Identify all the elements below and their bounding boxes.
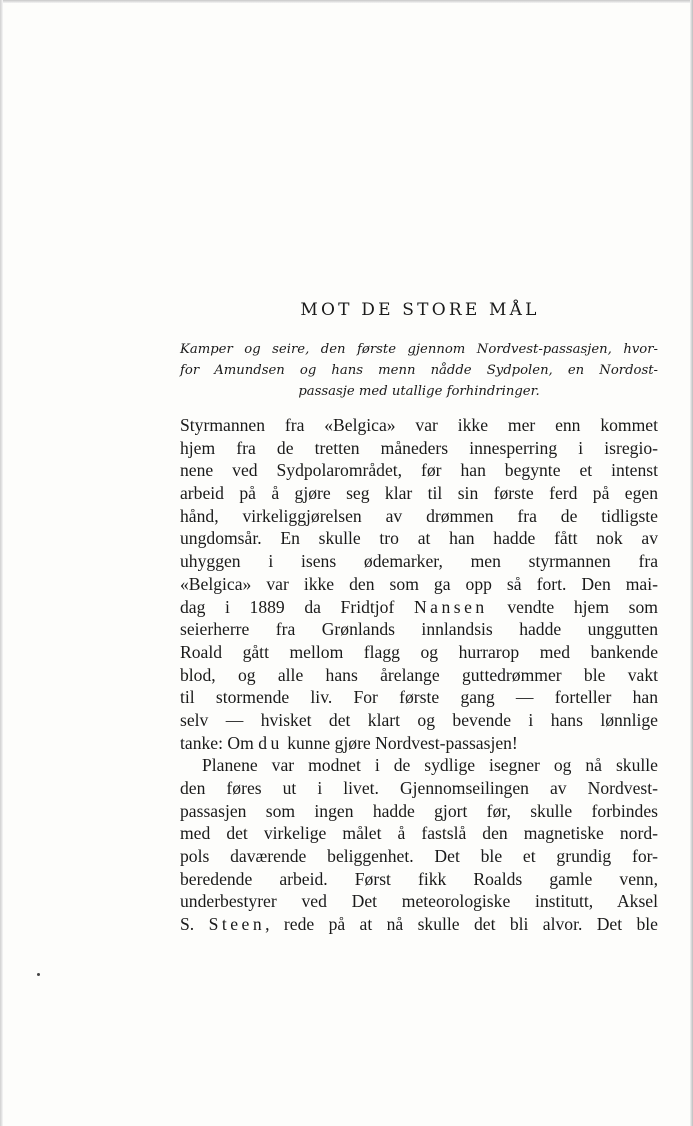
body-line: uhyggen i isens ødemarker, men styrmannen fra — [180, 551, 658, 572]
body-fragment: , rede på at nå skulle det bli alvor. Det ble — [265, 914, 658, 935]
body-line — [180, 732, 658, 755]
body-fragment: S. — [180, 914, 195, 935]
chapter-subtitle — [180, 339, 658, 402]
body-line: passasjen som ingen hadde gjort før, skulle forbindes — [180, 800, 658, 821]
body-line: Styrmannen fra «Belgica» var ikke mer enn kommet — [180, 415, 658, 435]
subtitle-line: for Amundsen og hans menn nådde Sydpolen, en Nordost- — [180, 363, 658, 378]
body-line: hånd, virkeliggjørelsen av drømmen fra de tidligste — [180, 505, 658, 526]
spaced-name-nansen: Nansen — [413, 596, 488, 617]
body-line: nene ved Sydpolarområdet, før han begynte et intenst — [180, 460, 658, 481]
spaced-word-du: du — [258, 732, 283, 753]
body-line: Planene var modnet i de sydlige isegner og nå skulle — [202, 755, 658, 776]
body-line: underbestyrer ved Det meteorologiske institutt, Aksel — [180, 891, 658, 912]
spaced-name-steen: Steen — [208, 914, 266, 935]
body-line — [180, 913, 658, 936]
body-line: pols daværende beliggenhet. Det ble et grundig for- — [180, 846, 658, 867]
body-fragment: vendte hjem som — [507, 596, 658, 617]
body-line: selv — hvisket det klart og bevende i hans lønnlige — [180, 709, 658, 730]
body-line: til stormende liv. For første gang — forteller han — [180, 687, 658, 708]
body-line: «Belgica» var ikke den som ga opp så fort. Den mai- — [180, 573, 658, 594]
subtitle-line: passasje med utallige forhindringer. — [298, 384, 540, 399]
body-line: ungdomsår. En skulle tro at han hadde fått nok av — [180, 528, 658, 549]
body-line: seierherre fra Grønlands innlandsis hadde unggutten — [180, 619, 658, 640]
body-line: den føres ut i livet. Gjennomseilingen av Nordvest- — [180, 778, 658, 798]
body-fragment: dag i 1889 da Fridtjof — [180, 596, 395, 617]
page-edge-left — [0, 0, 3, 1126]
body-line: beredende arbeid. Først fikk Roalds gamle venn, — [180, 868, 658, 889]
body-text — [180, 414, 658, 936]
body-line: Roald gått mellom flagg og hurrarop med bankende — [180, 641, 658, 662]
paper-speck — [37, 973, 40, 976]
subtitle-line: Kamper og seire, den første gjennom Nordvest-passasjen, hvor- — [180, 342, 658, 357]
body-line: arbeid på å gjøre seg klar til sin første ferd på egen — [180, 483, 658, 504]
body-line — [180, 596, 658, 619]
body-line: hjem fra de tretten måneders innesperring i isregio- — [180, 437, 658, 458]
body-fragment: kunne gjøre Nordvest-passasjen! — [287, 732, 518, 753]
page-edge-top — [0, 0, 693, 3]
body-line: med det virkelige målet å fastslå den magnetiske nord- — [180, 823, 658, 844]
body-line: blod, og alle hans årelange guttedrømmer ble vakt — [180, 664, 658, 685]
chapter-title: MOT DE STORE MÅL — [300, 300, 540, 320]
body-fragment: tanke: Om — [180, 732, 254, 753]
